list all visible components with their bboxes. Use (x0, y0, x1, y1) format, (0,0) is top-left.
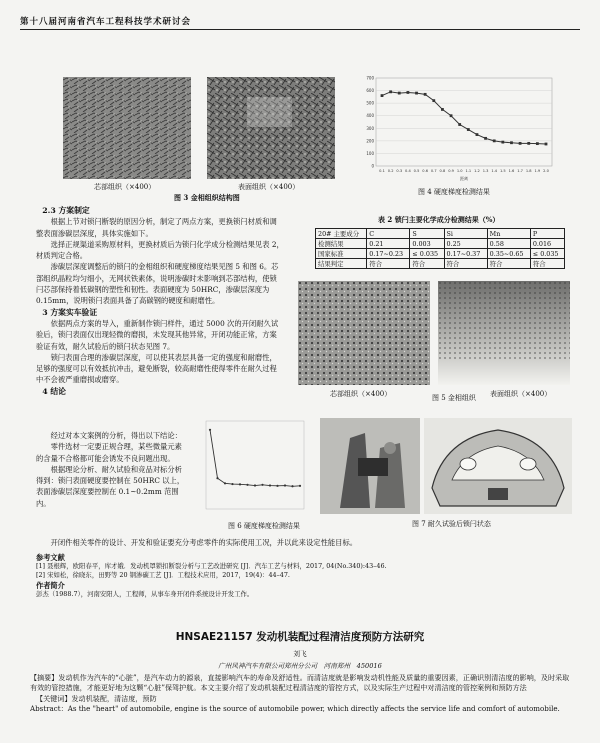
chart4-y-tick-label: 600 (366, 88, 374, 94)
table-cell: 符合 (410, 259, 444, 269)
table-cell: S (410, 229, 444, 239)
table-cell: 0.003 (410, 239, 444, 249)
fig5-core-photo (298, 281, 430, 385)
chart4-x-tick-label: 1.7 (517, 169, 523, 173)
next-article-abstract-en: Abstract：As the "heart" of automobile, engine is the source of automobile power, which directly affects the service life and comfort of automobile. (30, 704, 560, 714)
table-cell: 0.21 (367, 239, 410, 249)
author-intro-heading: 作者简介 (36, 580, 65, 590)
chart4-data-point (406, 91, 409, 94)
chart4-data-point (424, 93, 427, 96)
table-cell: 符合 (530, 259, 564, 269)
table-cell: ≤ 0.035 (530, 249, 564, 259)
chart4-data-point (545, 143, 548, 146)
author-intro: 彭杰（1988.7），河南安阳人，工程师，从事车身开闭件系统设计开发工作。 (36, 589, 254, 598)
chart4-y-tick-label: 400 (366, 113, 374, 119)
section-3-para-2: 锁闩表面合理的渗碳层深度，可以使其表层具备一定的强度和耐磨性，足够的强度可以有效抵抗冲击，避免断裂，较高耐磨性使得零件在耐久过程中不会被严重磨损或磨穿。 (36, 352, 277, 385)
fig5-surface-photo (438, 281, 570, 385)
running-header: 第十八届河南省汽车工程科技学术研讨会 (20, 17, 192, 27)
table-cell: 国家标准 (316, 249, 367, 259)
chart4-y-tick-label: 0 (371, 163, 374, 169)
chart4-x-tick-label: 0.9 (448, 169, 454, 173)
chart4-x-tick-label: 0.2 (387, 169, 394, 173)
chart4-x-tick-label: 1.5 (499, 169, 506, 173)
chart4-data-point (432, 99, 435, 102)
chart6-data-point (231, 483, 233, 485)
core-microstructure-photo (63, 77, 191, 179)
section-4-last (36, 537, 556, 548)
chart4-x-tick-label: 1.9 (534, 169, 541, 173)
chart6-data-point (254, 484, 256, 486)
chart4-x-tick-label: 1.6 (508, 169, 515, 173)
table-row (316, 249, 565, 259)
reference-2: [2] 宋如松，徐晓东，田野等 20 钢渗碳工艺 [J]．工程技术应用，2017，19(4)：44–47. (36, 571, 290, 580)
chart4-y-tick-label: 100 (366, 150, 374, 156)
chart4-x-tick-label: 1.8 (525, 169, 532, 173)
table-cell: ≤ 0.035 (410, 249, 444, 259)
chart4-x-tick-label: 1.1 (465, 169, 472, 173)
chart4-x-tick-label: 1.0 (456, 169, 463, 173)
table-cell: Mn (487, 229, 530, 239)
section-4-para-4: 开闭件相关零件的设计、开发和验证要充分考虑零件的实际使用工况，并以此来设定性能目标。 (50, 538, 358, 547)
table-row (316, 259, 565, 269)
chart4-x-tick-label: 0.3 (396, 169, 403, 173)
chart6-data-point (284, 484, 286, 486)
table2-title: 表 2 锁闩主要化学成分检测结果（%） (378, 215, 500, 224)
chart4-data-point (415, 92, 418, 95)
hardness-gradient-chart (358, 74, 558, 182)
chart4-x-tick-label: 0.6 (422, 169, 429, 173)
fig6-title: 图 6 硬度梯度检测结果 (228, 522, 300, 530)
chart4-data-point (441, 108, 444, 111)
chart4-data-point (519, 142, 522, 145)
table-cell: 0.25 (444, 239, 487, 249)
table-row (316, 229, 565, 239)
chart4-data-point (527, 142, 530, 145)
chart4-x-tick-label: 0.4 (405, 169, 411, 173)
chart4-data-point (536, 142, 539, 145)
chart4-data-point (501, 141, 504, 144)
table-cell: 符合 (367, 259, 410, 269)
table-row (316, 239, 565, 249)
section-4-para-3: 根据理论分析、耐久试验和竞品对标分析得到：锁闩表面硬度要控制在 50HRC 以上，表面渗碳层深度要控制在 0.1~0.2mm 范围内。 (36, 464, 185, 508)
table-cell: 0.58 (487, 239, 530, 249)
fig3-right-caption: 表面组织（×400） (238, 183, 300, 191)
section-2-3-para-1: 根据上节对锁闩断裂的原因分析，制定了两点方案，更换锁闩材质和调整表面渗碳层深度，具体实施如下。 (36, 217, 277, 238)
table-cell: 20# 主要成分 (316, 229, 367, 239)
header-rule (20, 29, 580, 30)
surface-microstructure-photo (207, 77, 335, 179)
chart6-plot-area (206, 421, 304, 509)
table-cell: 结果判定 (316, 259, 367, 269)
chart4-x-tick-label: 1.4 (491, 169, 498, 173)
next-article-title: HNSAE21157 发动机装配过程清洁度预防方法研究 (175, 631, 425, 643)
table-cell: 0.17~0.23 (367, 249, 410, 259)
chart4-y-tick-label: 700 (366, 75, 374, 81)
chart4-x-tick-label: 0.7 (430, 169, 437, 173)
fig6-hardness-chart (196, 417, 308, 517)
chart4-data-point (484, 137, 487, 140)
chemical-composition-table (315, 228, 565, 269)
section-2-3 (36, 205, 284, 397)
table-cell: 检测结果 (316, 239, 367, 249)
fig5-title: 图 5 金相组织 (432, 394, 476, 402)
chart4-y-tick-label: 300 (366, 125, 374, 131)
chart4-x-tick-label: 0.5 (413, 169, 420, 173)
section-3-heading: 3 方案实车验证 (42, 307, 98, 317)
references-heading: 参考文献 (36, 553, 65, 562)
next-article-abstract-block (30, 673, 572, 715)
chart4-plot-area (376, 78, 552, 166)
chart4-x-tick-label: 1.3 (482, 169, 489, 173)
fig3-title: 图 3 金相组织结构图 (174, 193, 240, 202)
section-3-para-1: 依据两点方案的导入，重新制作锁闩样件，通过 5000 次的开闭耐久试验后，锁闩表面仅出现轻微的磨损，未发现其他异常，开闭功能正常，方案验证有效，耐久试验后的锁闩状态见图 7。 (36, 318, 279, 351)
references (36, 553, 576, 599)
section-4-text (36, 430, 186, 509)
chart4-y-tick-label: 500 (366, 100, 374, 106)
chart4-x-tick-label: 2.0 (543, 169, 549, 173)
next-article-affiliation: 广州风神汽车有限公司郑州分公司 河南郑州 450016 (218, 662, 382, 670)
chart4-data-point (458, 123, 461, 126)
chart4-data-point (398, 92, 401, 95)
table-cell: 0.016 (530, 239, 564, 249)
chart6-data-point (276, 485, 278, 487)
fig4-title: 图 4 硬度梯度检测结果 (418, 188, 490, 196)
section-2-3-heading: 2.3 方案制定 (42, 206, 90, 215)
next-article-author: 刘飞 (293, 650, 307, 658)
chart4-x-tick-label: 0.8 (439, 169, 446, 173)
section-2-3-para-2: 选择正规渠道采购原材料，更换材质后为锁闩化学成分检测结果见表 2，材质判定合格。 (36, 239, 284, 261)
chart4-x-tick-label: 0.1 (379, 169, 385, 173)
chart6-data-point (209, 429, 211, 431)
table-cell: Si (444, 229, 487, 239)
chart4-data-point (389, 90, 392, 93)
reference-1: [1] 聂根辉，欧阳春平，库才娥．发动机罩锁扣断裂分析与工艺改进研究 [J]．汽车工艺与材料，2017, 04(No.340):43–46. (36, 562, 387, 571)
section-4-para-2: 零件选材一定要正规合理，某些微量元素的含量不合格都可能会诱发不良问题出现。 (36, 442, 182, 463)
chart6-data-point (216, 477, 218, 479)
table-cell: P (530, 229, 564, 239)
table-cell: 0.35~0.65 (487, 249, 530, 259)
next-article-keywords: 【关键词】发动机装配，清洁度，预防 (36, 693, 157, 703)
chart6-data-point (291, 485, 293, 487)
fig7-title: 图 7 耐久试验后锁闩状态 (412, 520, 491, 528)
fig7-latch-photo-right (424, 418, 572, 514)
chart4-data-point (510, 141, 513, 144)
chart4-data-point (467, 128, 470, 131)
fig5-left-caption: 芯部组织（×400） (330, 390, 392, 398)
chart6-data-point (299, 485, 301, 487)
chart4-data-point (450, 114, 453, 117)
section-4-para-1: 经过对本文案例的分析，得出以下结论： (50, 431, 182, 440)
section-4-heading: 4 结论 (42, 386, 66, 396)
chart4-data-point (493, 139, 496, 142)
chart4-data-point (476, 133, 479, 136)
chart6-data-point (261, 484, 263, 486)
table-cell: 符合 (487, 259, 530, 269)
chart6-data-point (246, 484, 248, 486)
section-2-3-para-3: 渗碳层深度调整后的锁闩的金相组织和硬度梯度结果见图 5 和图 6。芯部组织晶粒均匀细小，无网状铁素体，说明渗碳时未影响到芯部结构，使锁闩芯部保持着低碳钢的塑性和韧性。表面硬度为 50HRC，渗碳层深度为 0.15mm，说明锁闩表面具备了高碳钢的硬度和耐磨性。 (36, 262, 279, 306)
chart4-x-tick-label: 1.2 (474, 169, 480, 173)
chart6-data-point (269, 484, 271, 486)
chart4-xlabel: 距离 (460, 176, 468, 181)
chart4-data-point (381, 94, 384, 97)
table-cell: 0.17~0.37 (444, 249, 487, 259)
table-cell: 符合 (444, 259, 487, 269)
chart4-y-tick-label: 200 (366, 138, 374, 144)
chart6-data-point (239, 483, 241, 485)
fig3-left-caption: 芯部组织（×400） (94, 183, 156, 191)
fig5-right-caption: 表面组织（×400） (490, 390, 552, 398)
next-article-abstract: 【摘要】发动机作为汽车的“心脏”，是汽车动力的源泉，直接影响汽车的寿命及舒适性。而清洁度就是影响发动机性能及质量的重要因素，正确识别清洁度的影响，及时采取有效的管控措施，才能更好地为这颗“心脏”保驾护航。本文主要介绍了发动机装配过程清洁度的管控方式，以及实际生产过程中对清洁度的管控案例和预防方法 (30, 673, 570, 693)
table-cell: C (367, 229, 410, 239)
chart6-data-point (224, 482, 226, 484)
fig7-latch-photo-left (320, 418, 420, 514)
